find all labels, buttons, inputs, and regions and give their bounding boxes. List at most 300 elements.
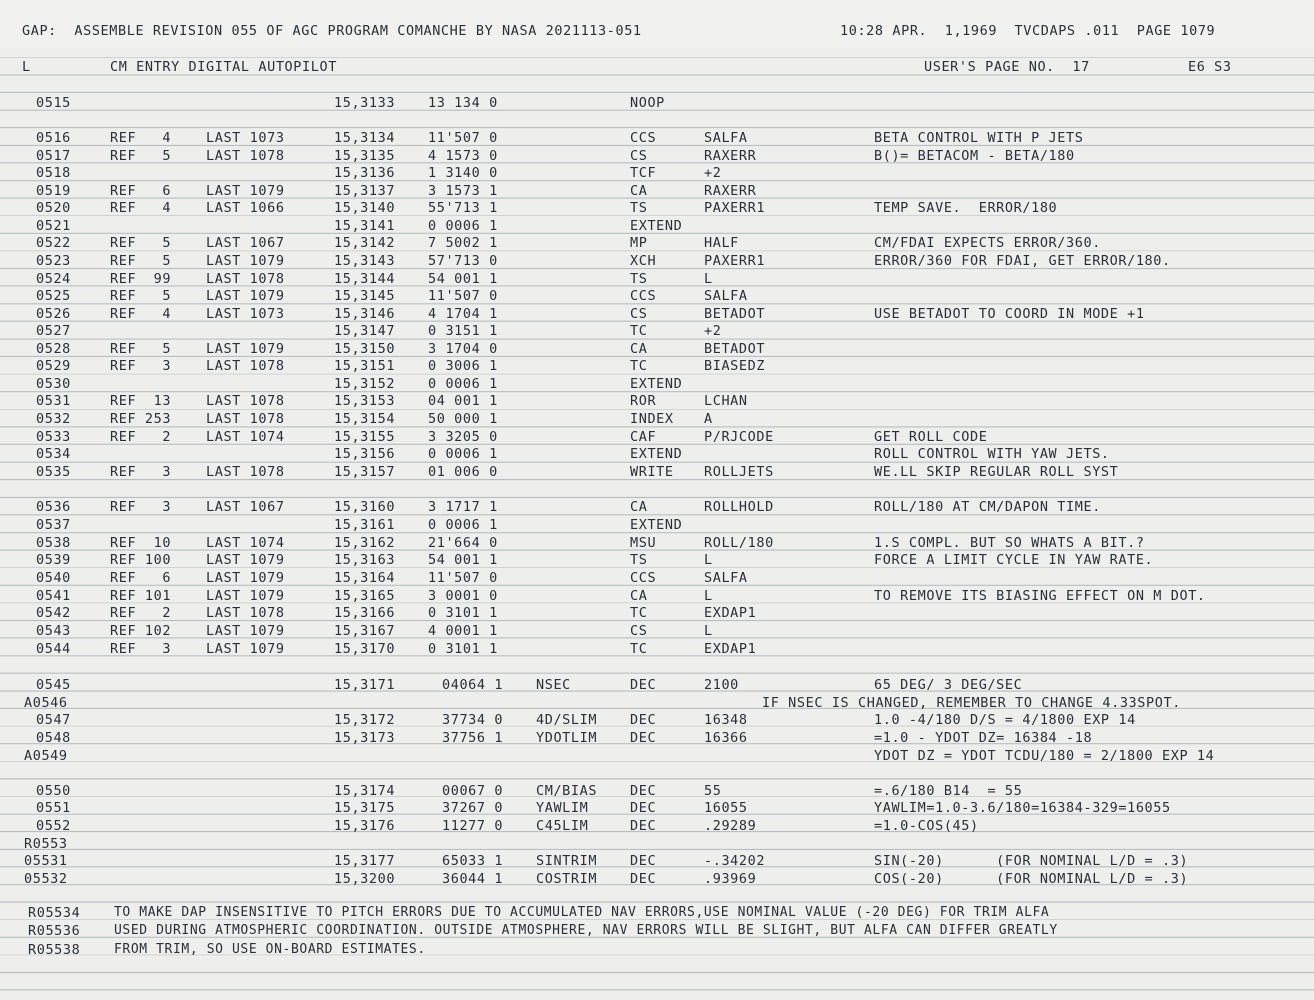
listing-row [0,375,1314,393]
operand: A [704,411,713,427]
ref-count: REF 5 [110,341,172,357]
octal-word: 4 0001 1 [428,623,498,639]
octal-word: 00067 0 [442,783,504,799]
listing-row [0,199,1314,217]
listing-row [0,852,1314,870]
last-ref: LAST 1079 [206,570,285,586]
listing-row [0,287,1314,305]
line-number: 0552 [36,818,71,834]
octal-word: 36044 1 [442,871,504,887]
listing-row [0,747,1314,765]
header-code: E6 S3 [1188,59,1232,75]
ref-count: REF 5 [110,148,172,164]
address: 15,3162 [334,535,396,551]
listing-row [0,694,1314,712]
ref-count: REF 10 [110,535,172,551]
line-number: 05531 [24,853,68,869]
operand: L [704,623,713,639]
operand: +2 [704,323,722,339]
last-ref: LAST 1066 [206,200,285,216]
octal-word: 0 3006 1 [428,358,498,374]
line-number: 0520 [36,200,71,216]
operand: PAXERR1 [704,253,766,269]
last-ref: LAST 1079 [206,641,285,657]
comment: IF NSEC IS CHANGED, REMEMBER TO CHANGE 4.33SPOT. [762,695,1181,711]
listing-row [0,147,1314,165]
octal-word: 11'507 0 [428,288,498,304]
operand: ROLLHOLD [704,499,774,515]
ref-count: REF 3 [110,499,172,515]
ref-count: REF 4 [110,130,172,146]
opcode: CA [630,341,648,357]
line-number: 0522 [36,235,71,251]
opcode: TCF [630,165,657,181]
last-ref: LAST 1078 [206,464,285,480]
listing-row [0,534,1314,552]
octal-word: 54 001 1 [428,552,498,568]
comment: ROLL/180 AT CM/DAPON TIME. [874,499,1101,515]
operand: RAXERR [704,148,757,164]
footer-remark-row [0,941,1314,959]
opcode: TS [630,552,648,568]
opcode: CA [630,183,648,199]
operand: LCHAN [704,393,748,409]
listing-row [0,516,1314,534]
listing-row [0,799,1314,817]
octal-word: 0 0006 1 [428,446,498,462]
last-ref: LAST 1079 [206,552,285,568]
symbol-label: YAWLIM [536,800,589,816]
opcode: EXTEND [630,218,683,234]
last-ref: LAST 1074 [206,429,285,445]
line-number: 0535 [36,464,71,480]
listing-row [0,305,1314,323]
listing-row [0,498,1314,516]
line-number: 0524 [36,271,71,287]
operand: EXDAP1 [704,605,757,621]
ref-count: REF 102 [110,623,172,639]
line-number: A0549 [24,748,68,764]
address: 15,3160 [334,499,396,515]
operand: EXDAP1 [704,641,757,657]
listing-row [0,94,1314,112]
listing-row [0,463,1314,481]
last-ref: LAST 1078 [206,411,285,427]
ref-count: REF 5 [110,288,172,304]
opcode: NOOP [630,95,665,111]
line-number: 0523 [36,253,71,269]
opcode: TC [630,641,648,657]
operand: BIASEDZ [704,358,766,374]
address: 15,3166 [334,605,396,621]
remark-text: FROM TRIM, SO USE ON-BOARD ESTIMATES. [114,942,426,957]
line-number: 0532 [36,411,71,427]
listing-row [0,640,1314,658]
operand: PAXERR1 [704,200,766,216]
opcode: CA [630,588,648,604]
operand: SALFA [704,570,748,586]
listing-row [0,234,1314,252]
comment: CM/FDAI EXPECTS ERROR/360. [874,235,1101,251]
opcode: TC [630,605,648,621]
operand: BETADOT [704,306,766,322]
operand: -.34202 [704,853,766,869]
operand: RAXERR [704,183,757,199]
opcode: TS [630,200,648,216]
comment: B()= BETACOM - BETA/180 [874,148,1075,164]
line-number: 0537 [36,517,71,533]
line-number: 0539 [36,552,71,568]
octal-word: 57'713 0 [428,253,498,269]
opcode: WRITE [630,464,674,480]
opcode: MP [630,235,648,251]
header-date-page: 10:28 APR. 1,1969 TVCDAPS .011 PAGE 1079 [840,23,1216,39]
listing-row [0,870,1314,888]
address: 15,3170 [334,641,396,657]
address: 15,3152 [334,376,396,392]
comment: 1.0 -4/180 D/S = 4/1800 EXP 14 [874,712,1136,728]
address: 15,3172 [334,712,396,728]
footer-remark-row [0,922,1314,940]
opcode: TS [630,271,648,287]
octal-word: 04 001 1 [428,393,498,409]
line-number: 0536 [36,499,71,515]
remark-line-number: R05534 [28,905,81,921]
opcode: CS [630,306,648,322]
address: 15,3156 [334,446,396,462]
last-ref: LAST 1073 [206,306,285,322]
ref-count: REF 3 [110,464,172,480]
listing-row [0,622,1314,640]
remark-text: USED DURING ATMOSPHERIC COORDINATION. OUTSIDE ATMOSPHERE, NAV ERRORS WILL BE SLIGHT, BUT ALFA CAN DIFFER GREATLY [114,923,1058,938]
opcode: ROR [630,393,657,409]
line-number: 0519 [36,183,71,199]
opcode: DEC [630,818,657,834]
opcode: EXTEND [630,517,683,533]
header-user-page: USER'S PAGE NO. 17 [924,59,1090,75]
ref-count: REF 6 [110,183,172,199]
last-ref: LAST 1073 [206,130,285,146]
operand: HALF [704,235,739,251]
listing-row [0,182,1314,200]
opcode: DEC [630,800,657,816]
ref-count: REF 253 [110,411,172,427]
operand: 16366 [704,730,748,746]
opcode: DEC [630,871,657,887]
address: 15,3146 [334,306,396,322]
comment: 1.S COMPL. BUT SO WHATS A BIT.? [874,535,1145,551]
listing-row [0,357,1314,375]
comment: SIN(-20) (FOR NOMINAL L/D = .3) [874,853,1189,869]
listing-row [0,322,1314,340]
opcode: CA [630,499,648,515]
line-number: 0541 [36,588,71,604]
octal-word: 0 3101 1 [428,641,498,657]
octal-word: 1 3140 0 [428,165,498,181]
opcode: DEC [630,712,657,728]
line-number: 0547 [36,712,71,728]
octal-word: 50 000 1 [428,411,498,427]
listing-row [0,729,1314,747]
address: 15,3165 [334,588,396,604]
line-number: A0546 [24,695,68,711]
address: 15,3135 [334,148,396,164]
address: 15,3151 [334,358,396,374]
ref-count: REF 5 [110,235,172,251]
address: 15,3144 [334,271,396,287]
octal-word: 37267 0 [442,800,504,816]
listing-row [0,164,1314,182]
listing-row [0,817,1314,835]
address: 15,3140 [334,200,396,216]
address: 15,3177 [334,853,396,869]
octal-word: 11'507 0 [428,130,498,146]
comment: FORCE A LIMIT CYCLE IN YAW RATE. [874,552,1154,568]
remark-text: TO MAKE DAP INSENSITIVE TO PITCH ERRORS DUE TO ACCUMULATED NAV ERRORS,USE NOMINAL VALUE (-20 DEG) FOR TRIM ALFA [114,905,1050,920]
listing-row [0,604,1314,622]
listing-row [0,676,1314,694]
operand: .29289 [704,818,757,834]
comment: ROLL CONTROL WITH YAW JETS. [874,446,1110,462]
operand: L [704,552,713,568]
octal-word: 0 0006 1 [428,376,498,392]
opcode: EXTEND [630,446,683,462]
octal-word: 01 006 0 [428,464,498,480]
operand: +2 [704,165,722,181]
header-marker: L [22,59,31,75]
last-ref: LAST 1078 [206,605,285,621]
listing-row [0,835,1314,853]
operand: SALFA [704,130,748,146]
line-number: 0538 [36,535,71,551]
line-number: 0545 [36,677,71,693]
opcode: DEC [630,853,657,869]
comment: TEMP SAVE. ERROR/180 [874,200,1058,216]
octal-word: 04064 1 [442,677,504,693]
octal-word: 0 3151 1 [428,323,498,339]
remark-line-number: R05536 [28,923,81,939]
address: 15,3153 [334,393,396,409]
octal-word: 0 3101 1 [428,605,498,621]
address: 15,3155 [334,429,396,445]
octal-word: 65033 1 [442,853,504,869]
octal-word: 3 1704 0 [428,341,498,357]
ref-count: REF 2 [110,429,172,445]
symbol-label: YDOTLIM [536,730,598,746]
line-number: 0540 [36,570,71,586]
octal-word: 11'507 0 [428,570,498,586]
opcode: DEC [630,677,657,693]
last-ref: LAST 1079 [206,288,285,304]
last-ref: LAST 1079 [206,588,285,604]
header-line-2 [22,58,1312,76]
address: 15,3154 [334,411,396,427]
operand: 55 [704,783,722,799]
octal-word: 55'713 1 [428,200,498,216]
footer-remark-row [0,904,1314,922]
octal-word: 21'664 0 [428,535,498,551]
line-number: 0517 [36,148,71,164]
line-number: 0529 [36,358,71,374]
listing-row [0,217,1314,235]
header-assembly-info: GAP: ASSEMBLE REVISION 055 OF AGC PROGRAM COMANCHE BY NASA 2021113-051 [22,23,642,39]
operand: BETADOT [704,341,766,357]
operand: 16055 [704,800,748,816]
octal-word: 3 3205 0 [428,429,498,445]
address: 15,3163 [334,552,396,568]
header-section-title: CM ENTRY DIGITAL AUTOPILOT [110,59,337,75]
line-number: 0534 [36,446,71,462]
last-ref: LAST 1067 [206,499,285,515]
operand: ROLLJETS [704,464,774,480]
last-ref: LAST 1079 [206,623,285,639]
address: 15,3142 [334,235,396,251]
line-number: 0526 [36,306,71,322]
listing-row [0,569,1314,587]
line-number: 0515 [36,95,71,111]
operand: L [704,588,713,604]
address: 15,3143 [334,253,396,269]
comment: =.6/180 B14 = 55 [874,783,1023,799]
operand: SALFA [704,288,748,304]
address: 15,3137 [334,183,396,199]
operand: P/RJCODE [704,429,774,445]
opcode: XCH [630,253,657,269]
opcode: MSU [630,535,657,551]
listing-row [0,129,1314,147]
opcode: CS [630,623,648,639]
last-ref: LAST 1067 [206,235,285,251]
last-ref: LAST 1078 [206,393,285,409]
address: 15,3171 [334,677,396,693]
address: 15,3173 [334,730,396,746]
line-number: 0525 [36,288,71,304]
line-number: 0521 [36,218,71,234]
ref-count: REF 4 [110,306,172,322]
ref-count: REF 3 [110,358,172,374]
line-number: 0518 [36,165,71,181]
octal-word: 54 001 1 [428,271,498,287]
address: 15,3157 [334,464,396,480]
line-number: R0553 [24,836,68,852]
listing-row [0,252,1314,270]
octal-word: 3 0001 0 [428,588,498,604]
opcode: CAF [630,429,657,445]
address: 15,3161 [334,517,396,533]
address: 15,3136 [334,165,396,181]
last-ref: LAST 1078 [206,148,285,164]
comment: COS(-20) (FOR NOMINAL L/D = .3) [874,871,1189,887]
opcode: CCS [630,130,657,146]
operand: ROLL/180 [704,535,774,551]
octal-word: 0 0006 1 [428,218,498,234]
remark-line-number: R05538 [28,942,81,958]
line-number: 0550 [36,783,71,799]
address: 15,3167 [334,623,396,639]
ref-count: REF 6 [110,570,172,586]
listing-row [0,410,1314,428]
comment: GET ROLL CODE [874,429,988,445]
comment: TO REMOVE ITS BIASING EFFECT ON M DOT. [874,588,1206,604]
opcode: CCS [630,288,657,304]
comment: YAWLIM=1.0-3.6/180=16384-329=16055 [874,800,1171,816]
line-number: 0533 [36,429,71,445]
opcode: DEC [630,783,657,799]
comment: WE.LL SKIP REGULAR ROLL SYST [874,464,1119,480]
octal-word: 13 134 0 [428,95,498,111]
address: 15,3150 [334,341,396,357]
line-number: 05532 [24,871,68,887]
octal-word: 4 1573 0 [428,148,498,164]
comment: BETA CONTROL WITH P JETS [874,130,1084,146]
line-number: 0530 [36,376,71,392]
comment: USE BETADOT TO COORD IN MODE +1 [874,306,1145,322]
listing-row [0,340,1314,358]
listing-row [0,445,1314,463]
ref-count: REF 99 [110,271,172,287]
ref-count: REF 101 [110,588,172,604]
operand: L [704,271,713,287]
line-number: 0527 [36,323,71,339]
operand: 16348 [704,712,748,728]
address: 15,3141 [334,218,396,234]
listing-row [0,270,1314,288]
opcode: TC [630,323,648,339]
opcode: INDEX [630,411,674,427]
operand: .93969 [704,871,757,887]
address: 15,3147 [334,323,396,339]
octal-word: 3 1573 1 [428,183,498,199]
address: 15,3175 [334,800,396,816]
last-ref: LAST 1079 [206,341,285,357]
opcode: CS [630,148,648,164]
operand: 2100 [704,677,739,693]
opcode: EXTEND [630,376,683,392]
line-number: 0544 [36,641,71,657]
octal-word: 7 5002 1 [428,235,498,251]
opcode: TC [630,358,648,374]
ref-count: REF 5 [110,253,172,269]
address: 15,3134 [334,130,396,146]
comment: =1.0-COS(45) [874,818,979,834]
octal-word: 0 0006 1 [428,517,498,533]
comment: 65 DEG/ 3 DEG/SEC [874,677,1023,693]
comment: ERROR/360 FOR FDAI, GET ERROR/180. [874,253,1171,269]
comment: YDOT DZ = YDOT TCDU/180 = 2/1800 EXP 14 [874,748,1215,764]
line-number: 0531 [36,393,71,409]
ref-count: REF 100 [110,552,172,568]
last-ref: LAST 1078 [206,271,285,287]
opcode: DEC [630,730,657,746]
line-number: 0542 [36,605,71,621]
address: 15,3133 [334,95,396,111]
address: 15,3164 [334,570,396,586]
symbol-label: SINTRIM [536,853,598,869]
line-number: 0551 [36,800,71,816]
address: 15,3200 [334,871,396,887]
listing-row [0,392,1314,410]
address: 15,3176 [334,818,396,834]
last-ref: LAST 1079 [206,183,285,199]
listing-row [0,428,1314,446]
line-number: 0543 [36,623,71,639]
opcode: CCS [630,570,657,586]
address: 15,3174 [334,783,396,799]
ref-count: REF 2 [110,605,172,621]
octal-word: 37756 1 [442,730,504,746]
header-line-1 [22,22,1312,40]
symbol-label: CM/BIAS [536,783,598,799]
